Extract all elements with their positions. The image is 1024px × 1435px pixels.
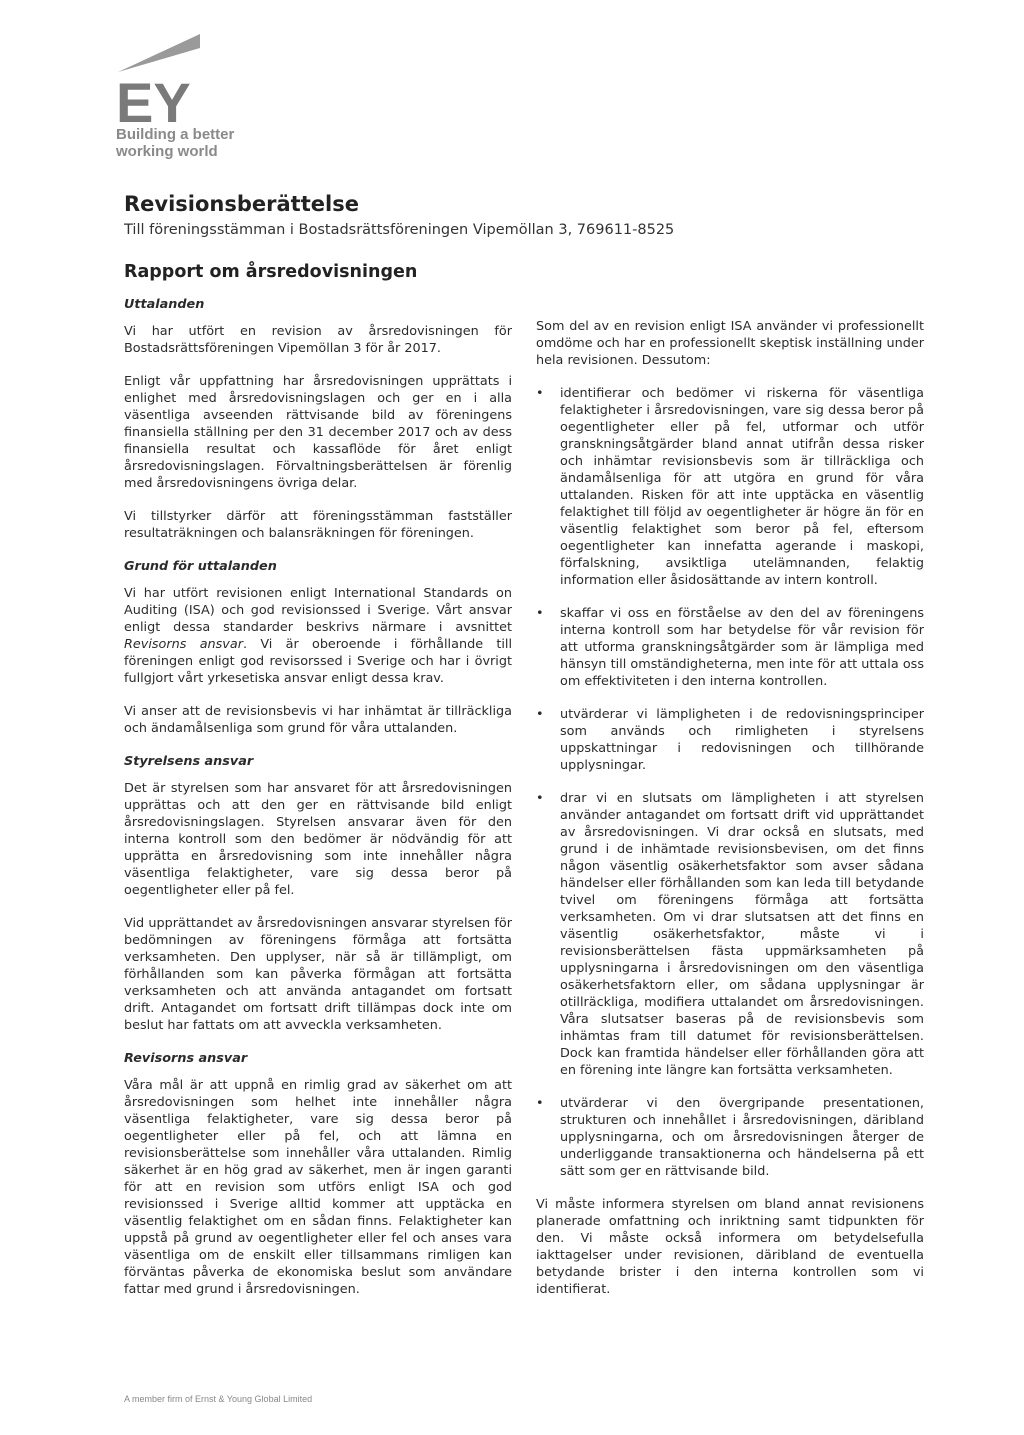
page-footer: A member firm of Ernst & Young Global Limited xyxy=(124,1394,313,1404)
bullet-marker: • xyxy=(536,386,544,401)
list-item xyxy=(536,1095,924,1180)
bullet-list xyxy=(536,385,924,1180)
heading-grund: Grund för uttalanden xyxy=(124,559,277,574)
heading-styrelsen: Styrelsens ansvar xyxy=(124,754,254,769)
paragraph: Våra mål är att uppnå en rimlig grad av säkerhet om att årsredovisningen som helhet inte innehåller några väsentliga felaktigheter, vare sig dessa beror på oegentligheter eller på fel, och att lämna en revisionsberättelse som innehåller våra uttalanden. Rimlig säkerhet är en hög grad av säkerhet, men är ingen garanti för att en revision som utförs enligt ISA och god revisionssed i Sverige alltid kommer att upptäcka en väsentlig felaktighet om en sådan finns. Felaktigheter kan uppstå på grund av oegentligheter eller fel och anses vara väsentliga om de enskilt eller tillsammans rimligen kan förväntas påverka de ekonomiska beslut som användare fattar med grund i årsredovisningen. xyxy=(124,1078,512,1297)
paragraph xyxy=(124,585,512,687)
paragraph: Vi anser att de revisionsbevis vi har inhämtat är tillräckliga och ändamålsenliga som grund för våra uttalanden. xyxy=(124,704,512,736)
text-run: Vi har utfört revisionen enligt International Standards on Auditing (ISA) och god revisionssed i Sverige. Vårt ansvar enligt dessa standarder beskrivs närmare i avsnittet xyxy=(124,586,512,635)
list-item xyxy=(536,706,924,774)
italic-reference: Revisorns ansvar xyxy=(124,637,243,652)
list-item-text: utvärderar vi den övergripande presentationen, strukturen och innehållet i årsredovisningen, däribland upplysningarna, och om årsredovisningen återger de underliggande transaktionerna och händelserna på ett sätt som ger en rättvisande bild. xyxy=(560,1096,924,1179)
paragraph: Vi har utfört en revision av årsredovisningen för Bostadsrättsföreningen Vipemöllan 3 för år 2017. xyxy=(124,324,512,356)
list-item xyxy=(536,385,924,589)
bullet-marker: • xyxy=(536,1096,544,1111)
section-title: Rapport om årsredovisningen xyxy=(124,262,418,282)
paragraph: Vi måste informera styrelsen om bland annat revisionens planerade omfattning och inriktning samt tidpunkten för den. Vi måste också informera om betydelsefulla iakttagelser under revisionen, däribland de eventuella betydande brister i den interna kontrollen som vi identifierat. xyxy=(536,1197,924,1297)
paragraph: Vi tillstyrker därför att föreningsstämman fastställer resultaträkningen och balansräkningen för föreningen. xyxy=(124,509,512,541)
paragraph: Som del av en revision enligt ISA använder vi professionellt omdöme och har en professionellt skeptisk inställning under hela revisionen. Dessutom: xyxy=(536,319,924,368)
list-item xyxy=(536,790,924,1079)
document-subtitle: Till föreningsstämman i Bostadsrättsföreningen Vipemöllan 3, 769611-8525 xyxy=(124,222,675,238)
list-item xyxy=(536,605,924,690)
logo-tagline xyxy=(116,126,234,160)
list-item-text: identifierar och bedömer vi riskerna för väsentliga felaktigheter i årsredovisningen, vare sig dessa beror på oegentligheter eller på fel, utformar och utför granskningsåtgärder bland annat utifrån dessa risker och inhämtar revisionsbevis som är tillräckliga och ändamålsenliga för att utgöra en grund för våra uttalanden. Risken för att inte upptäcka en väsentlig felaktighet till följd av oegentligheter är högre än för en väsentlig felaktighet som beror på fel, eftersom oegentligheter kan innefatta agerande i maskopi, förfalskning, avsiktliga utelämnanden, felaktig information eller åsidosättande av intern kontroll. xyxy=(560,386,924,588)
ey-logo-mark xyxy=(116,32,236,124)
list-item-text: skaffar vi oss en förståelse av den del av föreningens interna kontroll som har betydelse för vår revision för att utforma granskningsåtgärder som är lämpliga med hänsyn till omständigheterna, men inte för att uttala oss om effektiviteten i den interna kontrollen. xyxy=(560,606,924,689)
paragraph: Det är styrelsen som har ansvaret för att årsredovisningen upprättas och att den ger en rättvisande bild enligt årsredovisningslagen. Styrelsen ansvarar även för den interna kontroll som den bedömer är nödvändig för att upprätta en årsredovisning som inte innehåller några väsentliga felaktigheter, vare sig dessa beror på oegentligheter eller på fel. xyxy=(124,781,512,898)
list-item-text: utvärderar vi lämpligheten i de redovisningsprinciper som används och rimligheten i styrelsens uppskattningar i redovisningen och tillhörande upplysningar. xyxy=(560,707,924,773)
bullet-marker: • xyxy=(536,707,544,722)
document-title: Revisionsberättelse xyxy=(124,192,359,216)
heading-revisorns: Revisorns ansvar xyxy=(124,1051,248,1066)
tagline-line-2: working world xyxy=(116,143,218,160)
left-column xyxy=(124,296,512,1314)
document-header xyxy=(124,192,904,238)
heading-uttalanden: Uttalanden xyxy=(124,297,205,312)
ey-logo-text: EY xyxy=(116,71,191,124)
paragraph: Vid upprättandet av årsredovisningen ansvarar styrelsen för bedömningen av föreningens förmåga att fortsätta verksamheten. Den upplyser, när så är tillämpligt, om förhållanden som kan påverka förmågan att fortsätta verksamheten och att använda antagandet om fortsatt drift. Antagandet om fortsatt drift tillämpas dock inte om beslut har fattats om att avveckla verksamheten. xyxy=(124,916,512,1033)
bullet-marker: • xyxy=(536,606,544,621)
bullet-marker: • xyxy=(536,791,544,806)
tagline-line-1: Building a better xyxy=(116,126,235,143)
paragraph: Enligt vår uppfattning har årsredovisningen upprättats i enlighet med årsredovisningslagen och ger en i alla väsentliga avseenden rättvisande bild av föreningens finansiella ställning per den 31 december 2017 och av dess finansiella resultat och kassaflöde för året enligt årsredovisningslagen. Förvaltningsberättelsen är förenlig med årsredovisningens övriga delar. xyxy=(124,374,512,491)
right-column xyxy=(536,318,924,1314)
list-item-text: drar vi en slutsats om lämpligheten i att styrelsen använder antagandet om fortsatt drift vid upprättandet av årsredovisningen. Vi drar också en slutsats, med grund i de inhämtade revisionsbevisen, om det finns någon väsentlig osäkerhetsfaktor som avser sådana händelser eller förhållanden som kan leda till betydande tvivel om föreningens förmåga att fortsätta verksamheten. Om vi drar slutsatsen att det finns en väsentlig osäkerhetsfaktor, måste vi i revisionsberättelsen fästa uppmärksamheten på upplysningarna i årsredovisningen om den väsentliga osäkerhetsfaktorn eller, om sådana upplysningar är otillräckliga, modifiera uttalandet om årsredovisningen. Våra slutsatser baseras på de revisionsbevis som inhämtas fram till datumet för revisionsberättelsen. Dock kan framtida händelser eller förhållanden göra att en förening inte längre kan fortsätta verksamheten. xyxy=(560,791,924,1078)
text-run: . Vi är oberoende i förhållande till föreningen enligt god revisorssed i Sverige och har i övrigt fullgjort vårt yrkesetiska ansvar enligt dessa krav. xyxy=(124,637,513,686)
